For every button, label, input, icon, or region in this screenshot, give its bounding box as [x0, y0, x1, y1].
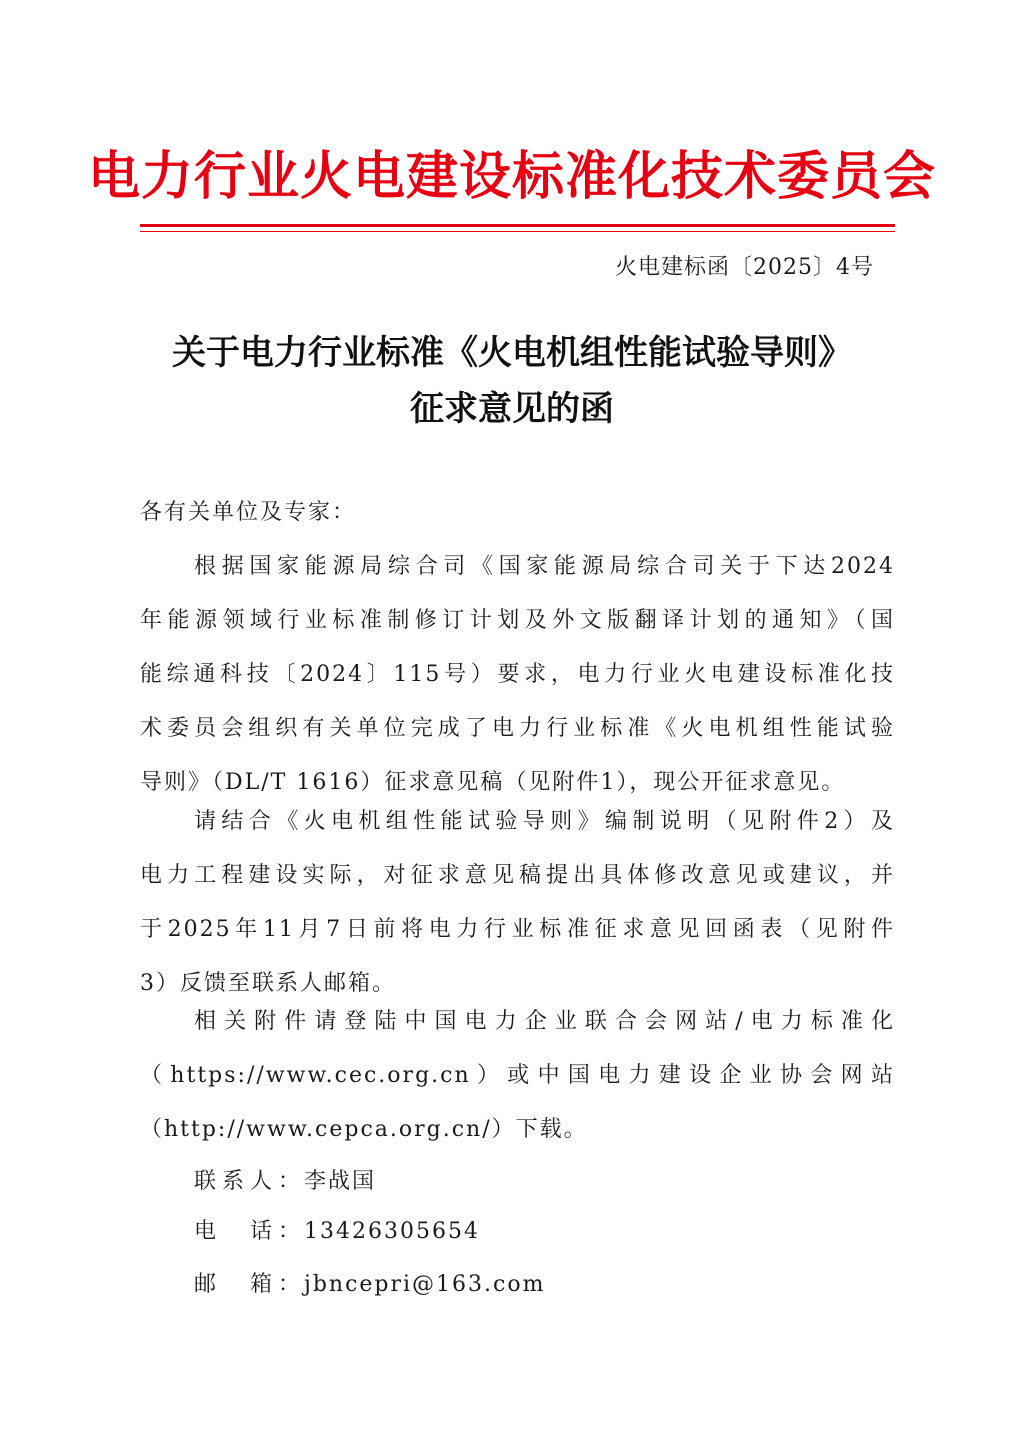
masthead-rule-thin [140, 231, 895, 232]
salutation: 各有关单位及专家： [140, 500, 357, 525]
contact-email [194, 1265, 545, 1305]
paragraph-line: 年能源领域行业标准制修订计划及外文版翻译计划的通知》（国 [140, 608, 895, 633]
paragraph-line: 请结合《火电机组性能试验导则》编制说明（见附件2）及 [194, 809, 895, 834]
masthead-org-name: 电力行业火电建设标准化技术委员会 [87, 147, 936, 207]
paragraph-line: 能综通科技〔2024〕115号）要求，电力行业火电建设标准化技 [140, 662, 895, 687]
paragraph-line: （https://www.cec.org.cn）或中国电力建设企业协会网站 [140, 1063, 895, 1088]
contact-phone [194, 1212, 480, 1252]
contact-phone-label: 电 话： [194, 1219, 302, 1244]
paragraph-line: 术委员会组织有关单位完成了电力行业标准《火电机组性能试验 [140, 716, 895, 741]
contact-person-label: 联系人： [194, 1169, 302, 1194]
contact-phone-value: 13426305654 [304, 1219, 480, 1244]
letter-title-line-1: 关于电力行业标准《火电机组性能试验导则》 [172, 333, 852, 373]
paragraph-line: 根据国家能源局综合司《国家能源局综合司关于下达2024 [194, 554, 895, 579]
paragraph-2 [140, 795, 895, 1011]
paragraph-line: 电力工程建设实际，对征求意见稿提出具体修改意见或建议，并 [140, 863, 895, 888]
paragraph-1 [140, 540, 895, 810]
masthead-rule-thick [140, 224, 895, 227]
paragraph-line: 于2025年11月7日前将电力行业标准征求意见回函表（见附件 [140, 917, 895, 942]
contact-person [194, 1162, 376, 1202]
paragraph-3 [140, 995, 895, 1157]
contact-email-label: 邮 箱： [194, 1272, 302, 1297]
paragraph-line: （http://www.cepca.org.cn/）下载。 [140, 1117, 588, 1142]
paragraph-line: 相关附件请登陆中国电力企业联合会网站/电力标准化 [194, 1009, 895, 1034]
contact-email-value: jbncepri@163.com [304, 1272, 546, 1297]
letter-title [100, 325, 924, 437]
paragraph-line: 导则》（DL/T 1616）征求意见稿（见附件1），现公开征求意见。 [140, 770, 846, 795]
contact-person-value: 李战国 [304, 1169, 377, 1194]
letter-title-line-2: 征求意见的函 [410, 389, 614, 429]
paragraph-line: 3）反馈至联系人邮箱。 [140, 971, 396, 996]
document-number: 火电建标函〔2025〕4号 [615, 255, 874, 280]
